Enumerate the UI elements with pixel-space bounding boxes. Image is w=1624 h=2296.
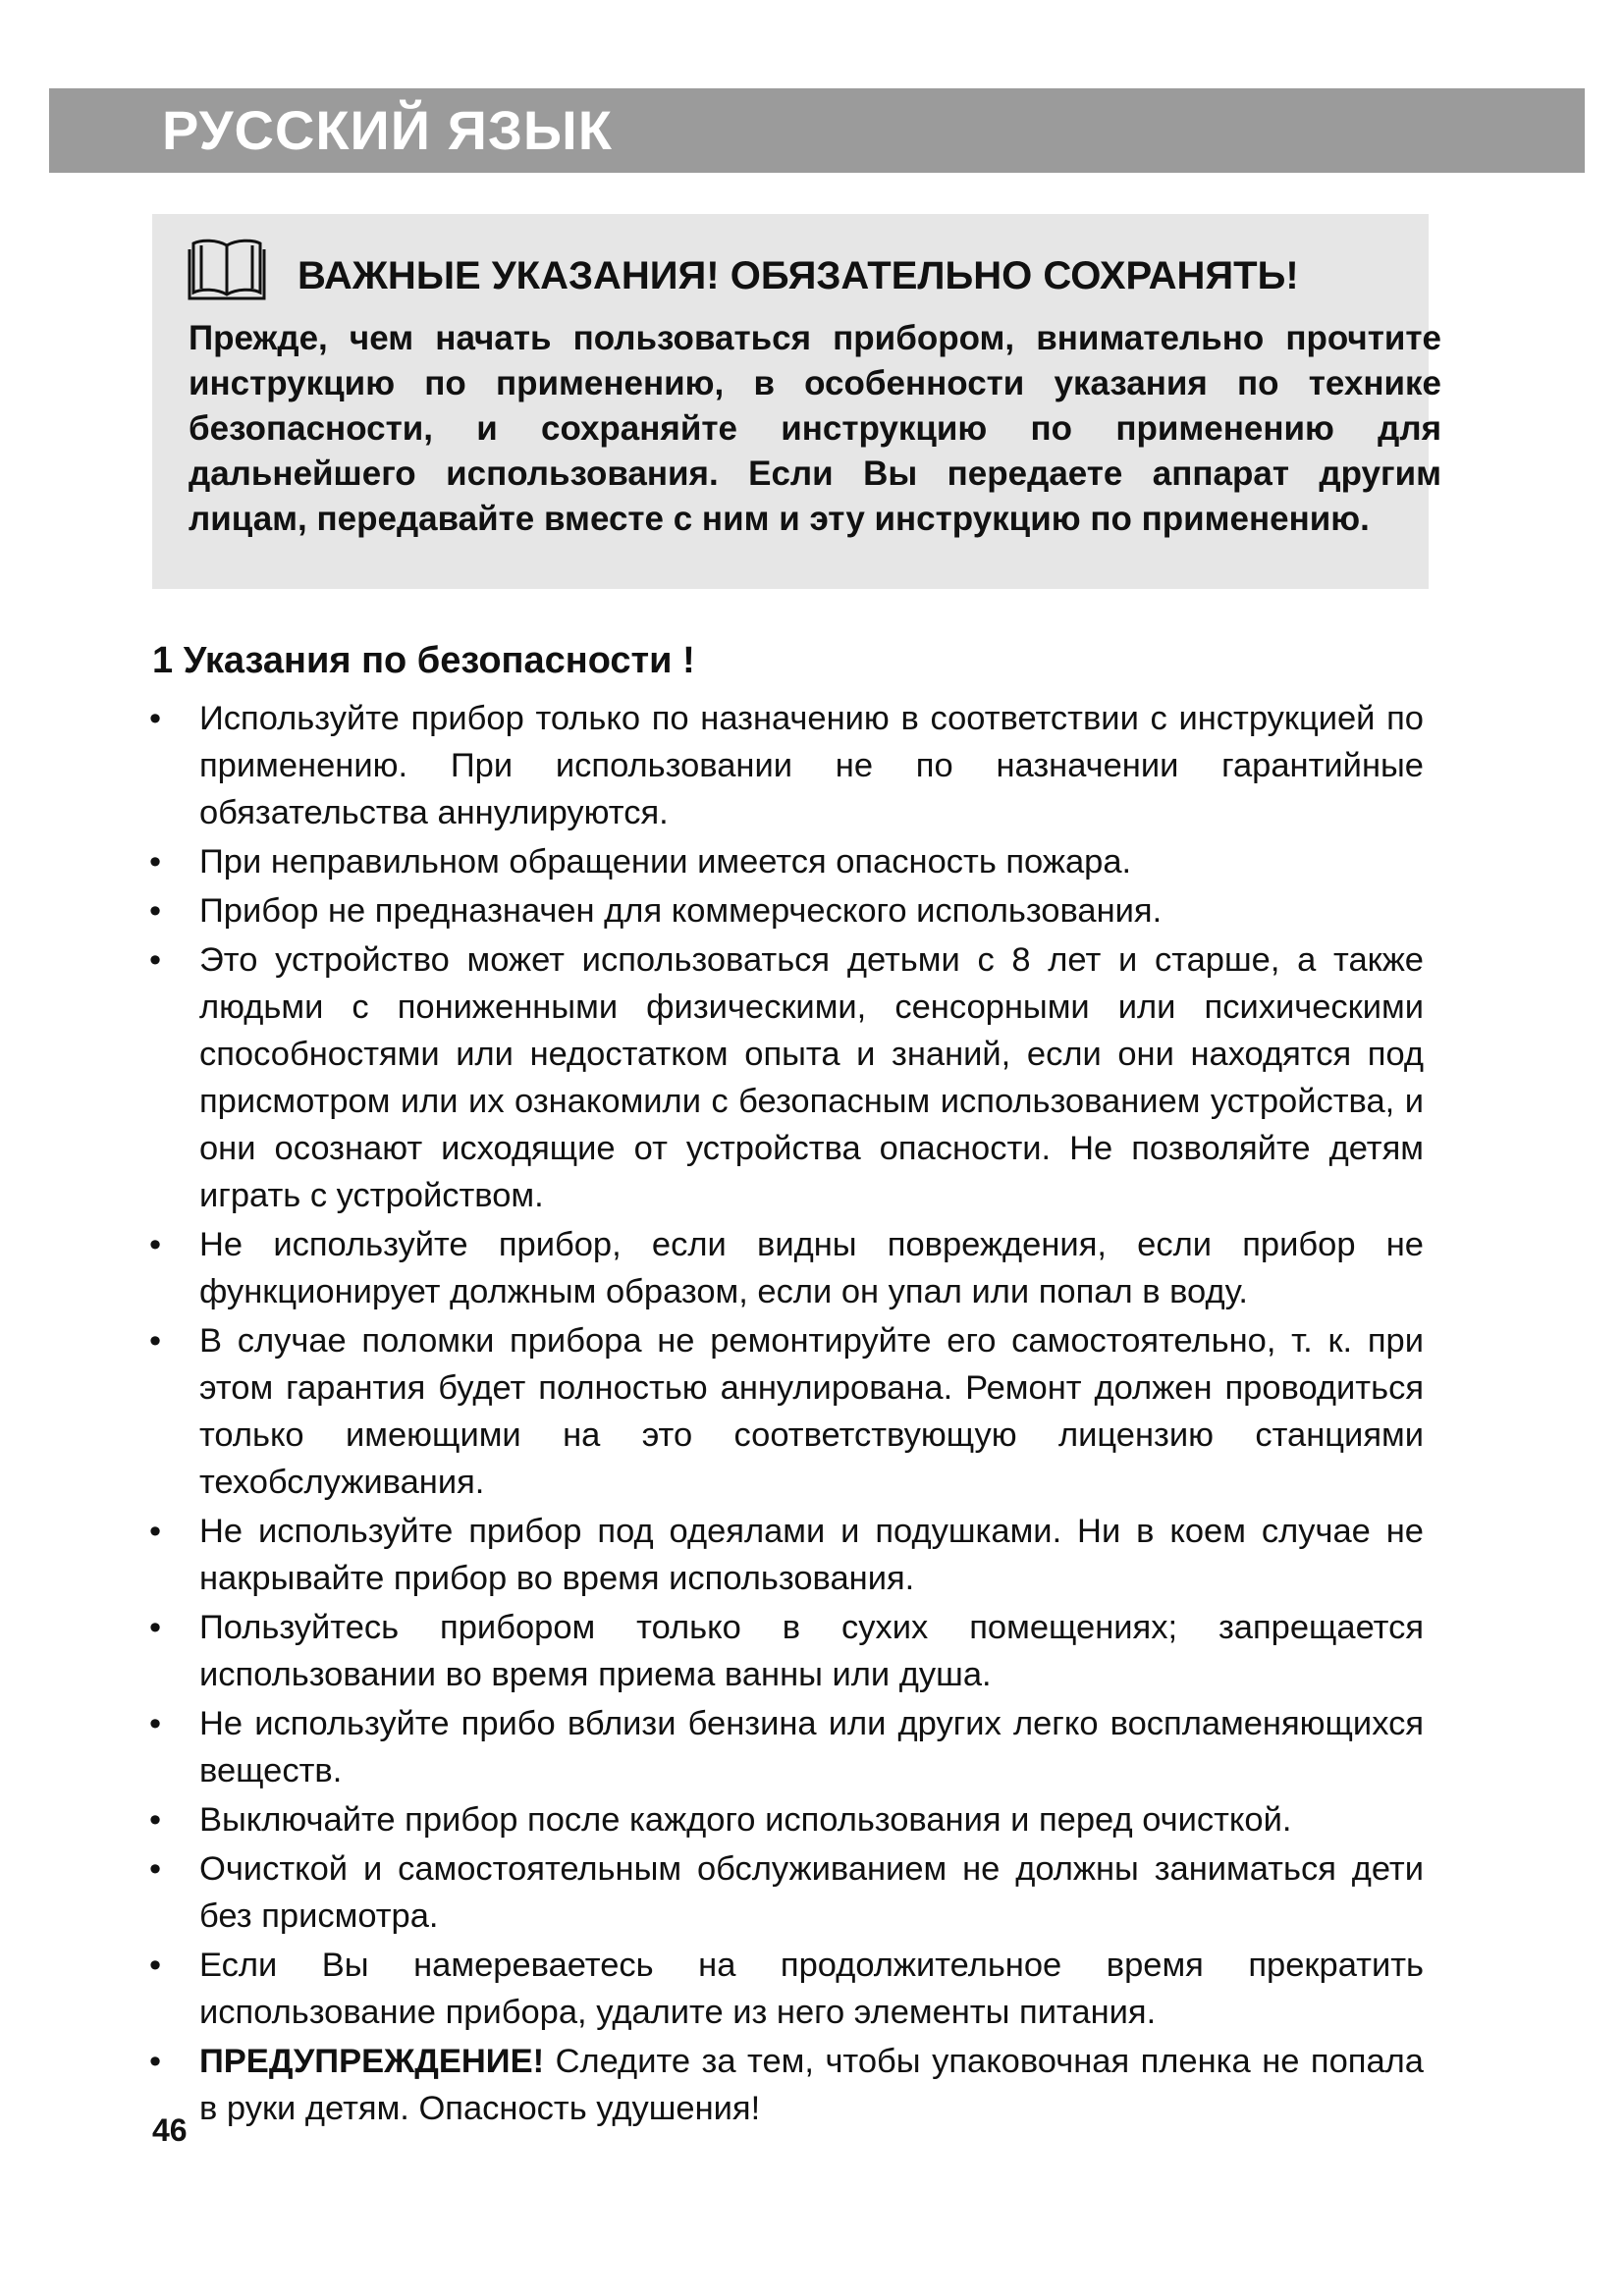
section-heading: 1 Указания по безопасности ! — [152, 640, 695, 681]
warning-label: ПРЕДУПРЕЖДЕНИЕ! — [199, 2043, 545, 2080]
safety-item: • Не используйте прибор под одеялами и подушками. Ни в коем случае не накрывайте прибор во время использования. — [147, 1508, 1424, 1602]
warning-text: Следите за тем, чтобы упаковочная пленка не попала в руки детям. Опасность удушения! — [199, 2043, 1424, 2127]
safety-item: • Не используйте прибор, если видны повреждения, если прибор не функционирует должным образом, если он упал или попал в воду. — [147, 1221, 1424, 1315]
safety-item: • Это устройство может использоваться детьми с 8 лет и старше, а также людьми с пониженными физическими, сенсорными или психическими способностями или недостатком опыта и знаний, если они находятся под присмотром или их ознакомили с безопасным использованием устройства, и они осознают исходящие от устройства опасности. Не позволяйте детям играть с устройством. — [147, 936, 1424, 1219]
page-number: 46 — [152, 2112, 188, 2148]
safety-item: • Выключайте прибор после каждого использования и перед очисткой. — [147, 1796, 1424, 1843]
notice-text: Прежде, чем начать пользоваться прибором, внимательно прочтите инструкцию по применению, в особенности указания по технике безопасности, и сохраняйте инструкцию по применению для дальнейшего использования. Если Вы передаете аппарат другим лицам, передавайте вместе с ним и эту инструкцию по применению. — [189, 319, 1441, 538]
book-icon — [188, 232, 266, 302]
important-notice-box — [152, 214, 1441, 589]
safety-item: • Очисткой и самостоятельным обслуживанием не должны заниматься дети без присмотра. — [147, 1845, 1424, 1940]
safety-item: • Не используйте прибо вблизи бензина или других легко воспламеняющихся веществ. — [147, 1700, 1424, 1794]
language-title: РУССКИЙ ЯЗЫК — [162, 99, 613, 161]
safety-item: • Если Вы намереваетесь на продолжительное время прекратить использование прибора, удалите из него элементы питания. — [147, 1942, 1424, 2036]
safety-item: • Пользуйтесь прибором только в сухих помещениях; запрещается использовании во время приема ванны или душа. — [147, 1604, 1424, 1698]
language-header-bar — [49, 88, 1585, 173]
safety-item: • Используйте прибор только по назначению в соответствии с инструкцией по применению. При использовании не по назначении гарантийные обязательства аннулируются. — [147, 695, 1424, 836]
safety-item: • При неправильном обращении имеется опасность пожара. — [147, 838, 1424, 885]
warning-item — [147, 2038, 1424, 2132]
notice-title: ВАЖНЫЕ УКАЗАНИЯ! ОБЯЗАТЕЛЬНО СОХРАНЯТЬ! — [298, 254, 1299, 297]
safety-item: • Прибор не предназначен для коммерческого использования. — [147, 887, 1424, 934]
safety-item: • В случае поломки прибора не ремонтируйте его самостоятельно, т. к. при этом гарантия будет полностью аннулирована. Ремонт должен проводиться только имеющими на это соответствующую лицензию станциями техобслуживания. — [147, 1317, 1424, 1506]
safety-list — [147, 695, 1424, 2134]
